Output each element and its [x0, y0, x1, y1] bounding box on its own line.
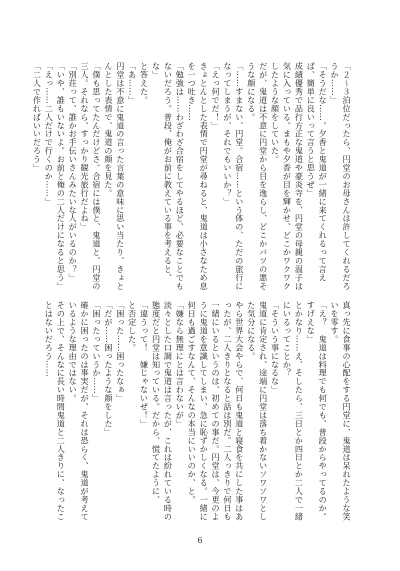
text-block-upper: 「２～３泊位だったら、円堂のお母さんは許してくれるだろうか……」 「そうだな……。夕香と鬼道が一緒に来てくれるって言えば、簡単に良いって言うと思うぜ」 成績優秀で品行方正な鬼道や豪炎寺を、円堂の母親の温子は気に入っている。まもや夕香が目を輝かせ、どこかワクワクしたような顔をしていた。 だが、鬼道は不意に円堂から目を逸らし、どこかバツの悪そうな顔になる。 「……すまない、円堂。合宿……という体の、ただの旅行になってしまうが、それでもいいか？」 「えっ何でだ！」 きょとんとした表情で円堂が尋ねると、鬼道は小さなため息を一つ吐き…… 「勉強は……わざわざ合宿をしてやるほど、必要なことでもないだろう。普段、俺がお前に教えている事を考えると、な」 と答えた。 「あ……」 円堂は不意に鬼道の言った言葉の意味に思い当たり、きょとんとした表情で、鬼道の顔を見た。 「僕も思ってたんだけどさ。合宿には僕と、鬼道と、円堂の三人。それなら、すっかり観光旅行だよね」 「別荘って、誰かお手伝いさんみたいな人がいるのか？」 「いや、誰もいないよ。お前と俺の二人だけになると思う」 「えっ……二人だけで行くのか……」 「二人で作ればいいだろう」 — [32, 62, 352, 291]
page-number: 6 — [197, 536, 203, 545]
text-block-lower: 真っ先に食事の心配をする円堂に、鬼道は呆れたような笑いを零す。 「え？ 鬼道は料理でも何でも、普段からやってるのか。すげえな」 とかなり……え、そしたら、三日とか四日とか二人で一緒にいるってことか？ 「そういう事になるな」 鬼道に肯定され、途端に円堂は落ち着かないソワソワとした気分になる。 やら世界大会やらで、何日も鬼道と寝食を共にした事はあったが、二人きりとなると話は別だ。二人っきりで何日も一緒にいるというのは、初めての事だ。円堂は、今更のように鬼道を意識してしまい、急に恥ずかしくなる。一緒に何日も過ごすなんて、そんなの本当にいいのか、と。 「嫌なら無理にとは言わないが」 淡々とした口調で鬼道は言ったが、これは紛れている時の態度だと円堂は知っている。だから、慌てたように、 「違うって！ 嫌じゃないぜ！」 と否定した。 「困った……困ったなぁ」 「だが……困ったような顔をした」 「困ったっていうか……」 確かに困ったのは事実だが、それは恐らく、鬼道が考えているような理由ではない。 その上で、そんなに長い時間鬼道と二人きりに、なったことはないだろう…… — [44, 301, 352, 521]
